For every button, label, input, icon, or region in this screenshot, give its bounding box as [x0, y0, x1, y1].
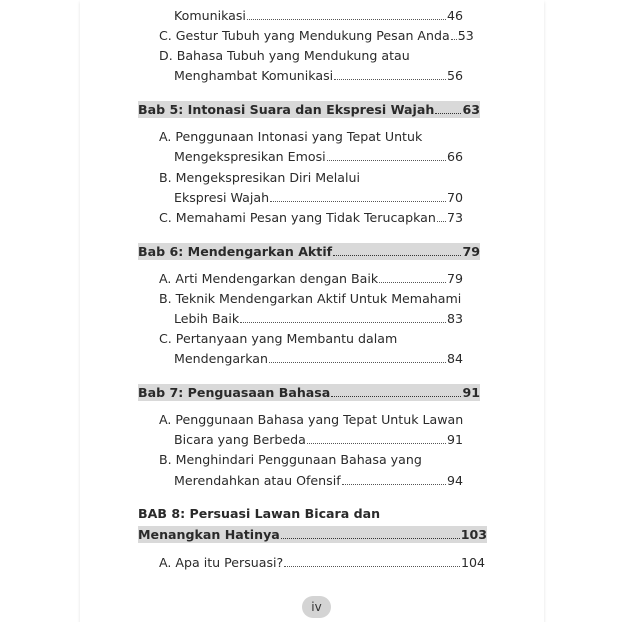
toc-entry-title: Komunikasi [174, 8, 246, 23]
toc-entry-title-line: A. Penggunaan Bahasa yang Tepat Untuk Lawan [159, 412, 464, 427]
dot-leader [327, 160, 446, 161]
dot-leader [451, 39, 457, 40]
toc-entry-page: 73 [446, 210, 463, 225]
dot-leader [269, 362, 446, 363]
toc-entry-page: 91 [446, 432, 463, 447]
toc-entry-title-line: B. Menghindari Penggunaan Bahasa yang [159, 452, 422, 467]
toc-entry[interactable] [174, 310, 463, 327]
chapter-title: Bab 7: Penguasaan Bahasa [138, 385, 331, 400]
toc-entry-title: Menghambat Komunikasi [174, 68, 334, 83]
chapter-page: 103 [460, 527, 487, 542]
toc-entry-title: C. Gestur Tubuh yang Mendukung Pesan Anda [159, 28, 450, 43]
chapter-title: Bab 5: Intonasi Suara dan Ekspresi Wajah [138, 102, 435, 117]
dot-leader [240, 322, 446, 323]
chapter-title-line: BAB 8: Persuasi Lawan Bicara dan [138, 506, 381, 521]
dot-leader [331, 396, 461, 397]
toc-entry-title-line: B. Teknik Mendengarkan Aktif Untuk Memahami [159, 291, 462, 306]
toc-entry[interactable] [159, 27, 474, 44]
dot-leader [437, 221, 446, 222]
toc-entry-page: 104 [460, 555, 485, 570]
dot-leader [435, 113, 461, 114]
toc-chapter-7[interactable] [138, 384, 480, 401]
toc-entry-page: 83 [446, 311, 463, 326]
toc-chapter-6[interactable] [138, 243, 480, 260]
dot-leader [270, 201, 446, 202]
toc-entry[interactable] [159, 554, 485, 571]
toc-chapter-8[interactable] [138, 526, 487, 543]
chapter-page: 79 [462, 244, 480, 259]
toc-entry[interactable] [174, 472, 463, 489]
dot-leader [284, 566, 460, 567]
toc-entry-title: Ekspresi Wajah [174, 190, 270, 205]
toc-entry-title-line: C. Pertanyaan yang Membantu dalam [159, 331, 398, 346]
toc-chapter-5[interactable] [138, 101, 480, 118]
toc-entry-page: 46 [446, 8, 463, 23]
toc-entry[interactable] [174, 148, 463, 165]
toc-entry-page: 53 [457, 28, 474, 43]
toc-entry-title: Merendahkan atau Ofensif [174, 473, 341, 488]
toc-entry-page: 56 [446, 68, 463, 83]
toc-entry-title-line: A. Penggunaan Intonasi yang Tepat Untuk [159, 129, 423, 144]
dot-leader [379, 282, 446, 283]
toc-entry-title: Mendengarkan [174, 351, 268, 366]
toc-entry[interactable] [174, 350, 463, 367]
toc-entry-page: 84 [446, 351, 463, 366]
toc-entry-title: C. Memahami Pesan yang Tidak Terucapkan [159, 210, 436, 225]
toc-entry[interactable] [174, 189, 463, 206]
toc-entry-title-line: D. Bahasa Tubuh yang Mendukung atau [159, 48, 410, 63]
page-number-badge: iv [302, 596, 331, 618]
toc-entry-title: A. Apa itu Persuasi? [159, 555, 284, 570]
toc-entry[interactable] [174, 67, 463, 84]
toc-entry[interactable] [159, 209, 463, 226]
toc-entry-title: Lebih Baik [174, 311, 240, 326]
chapter-page: 63 [462, 102, 480, 117]
dot-leader [342, 484, 446, 485]
dot-leader [281, 538, 460, 539]
dot-leader [334, 79, 446, 80]
toc-entry[interactable] [174, 7, 463, 24]
dot-leader [247, 19, 446, 20]
toc-entry-title: A. Arti Mendengarkan dengan Baik [159, 271, 379, 286]
toc-entry-title-line: B. Mengekspresikan Diri Melalui [159, 170, 361, 185]
chapter-title: Menangkan Hatinya [138, 527, 280, 542]
toc-entry[interactable] [174, 431, 463, 448]
toc-entry-page: 66 [446, 149, 463, 164]
toc-entry[interactable] [159, 270, 463, 287]
chapter-page: 91 [462, 385, 480, 400]
toc-entry-page: 94 [446, 473, 463, 488]
toc-entry-title: Bicara yang Berbeda [174, 432, 306, 447]
toc-entry-page: 79 [446, 271, 463, 286]
toc-entry-title: Mengekspresikan Emosi [174, 149, 326, 164]
dot-leader [333, 255, 461, 256]
chapter-title: Bab 6: Mendengarkan Aktif [138, 244, 333, 259]
toc-entry-page: 70 [446, 190, 463, 205]
dot-leader [307, 443, 446, 444]
